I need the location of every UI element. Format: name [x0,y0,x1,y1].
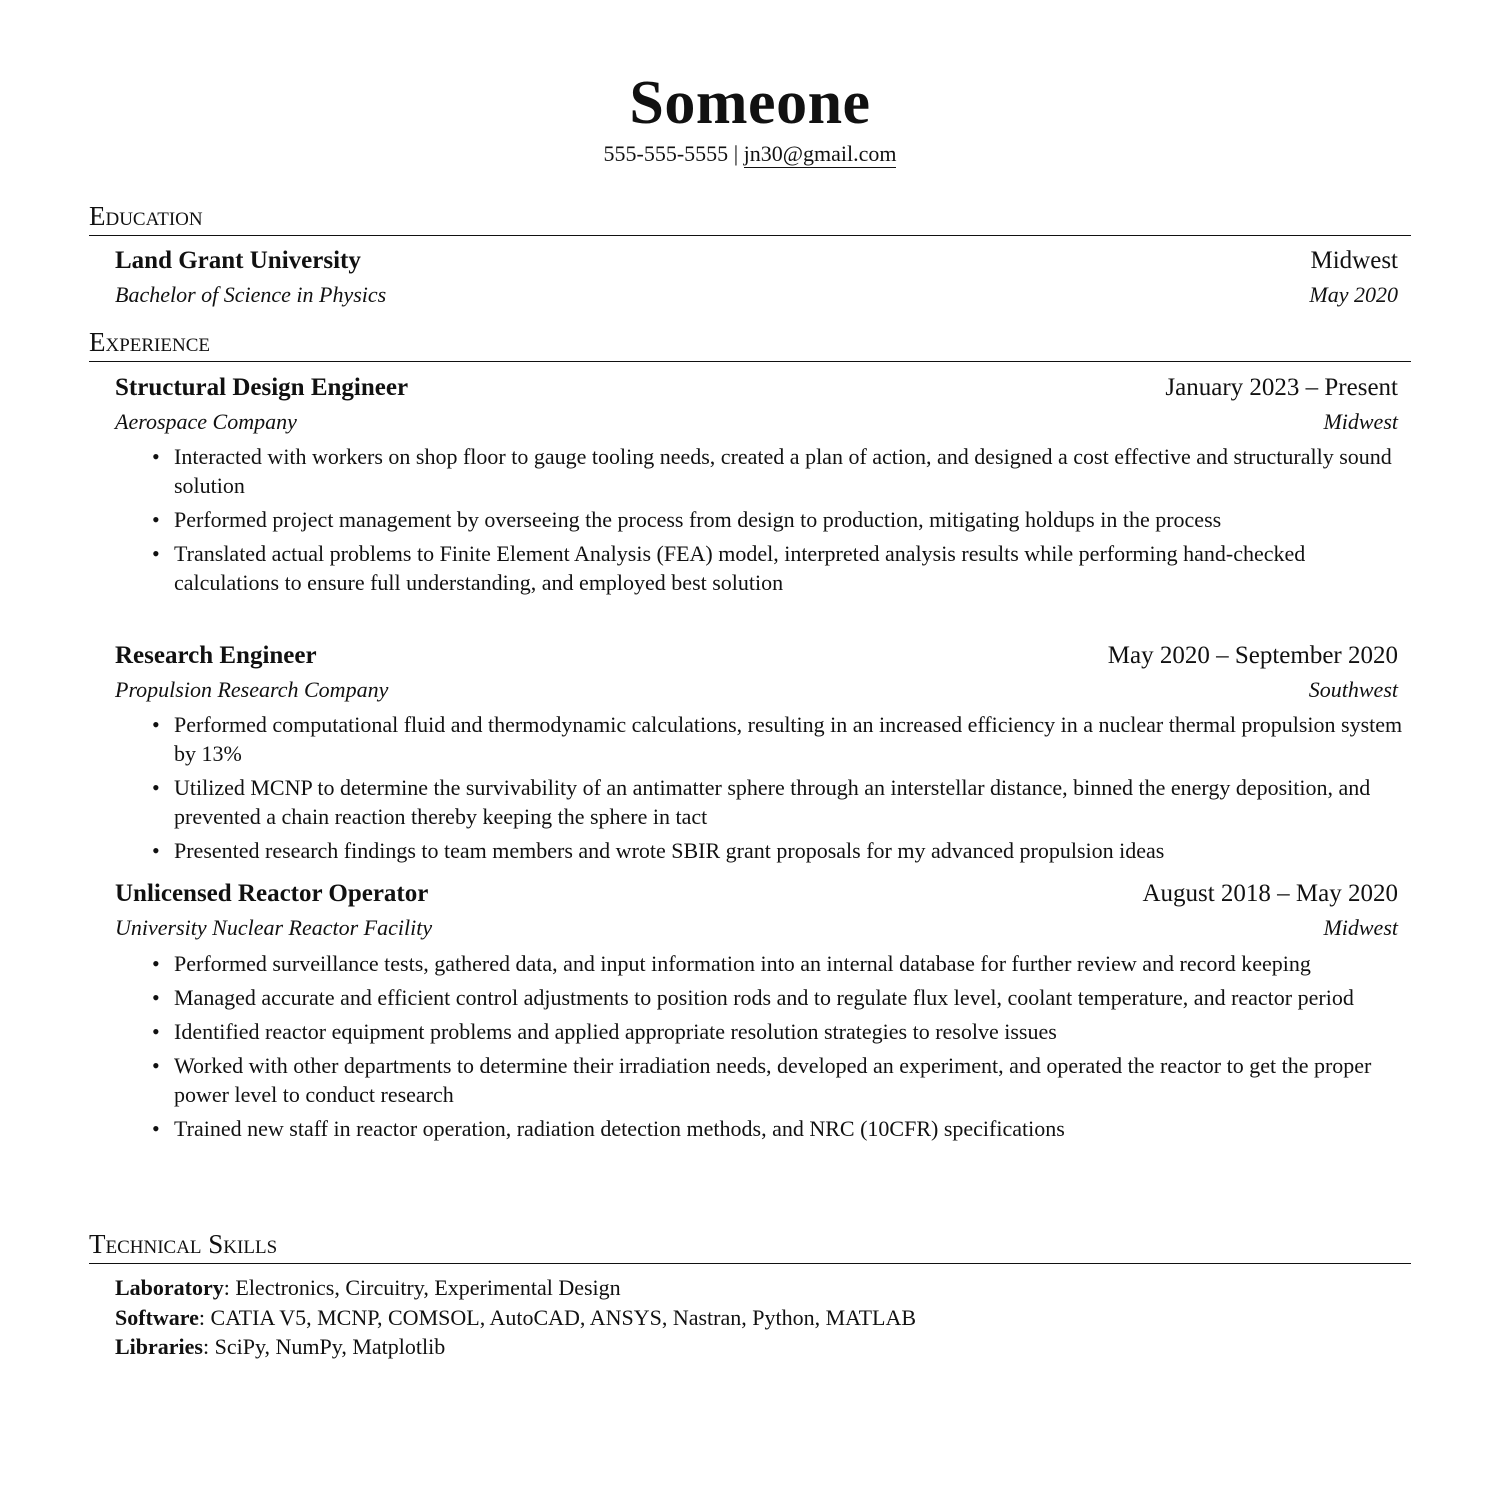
job-header-row [115,641,1398,671]
list-item: • Performed computational fluid and thermodynamic calculations, resulting in an increased efficiency in a nuclear thermal propulsion system by 13% [174,710,1414,768]
contact-separator: | [733,141,739,166]
education-detail-row [115,281,1398,309]
job-company-row [115,914,1398,942]
job-location: Midwest [1323,409,1398,434]
phone-number: 555-555-5555 [603,141,729,166]
email-link[interactable]: jn30@gmail.com [743,141,897,166]
school-name: Land Grant University [115,247,361,274]
list-item: • Performed surveillance tests, gathered data, and input information into an internal database for further review and record keeping [174,949,1414,978]
resume-name: Someone [629,69,871,137]
job-header-row [115,879,1398,909]
degree: Bachelor of Science in Physics [115,282,387,307]
job-dates: May 2020 – September 2020 [1107,642,1398,669]
job-company: Aerospace Company [115,409,297,434]
list-item: • Interacted with workers on shop floor to gauge tooling needs, created a plan of action, and designed a cost effective and structurally sound solution [174,442,1414,500]
list-item: • Identified reactor equipment problems and applied appropriate resolution strategies to resolve issues [174,1017,1414,1046]
job-company: University Nuclear Reactor Facility [115,915,433,940]
job-header-row [115,373,1398,403]
job-title: Unlicensed Reactor Operator [115,880,429,907]
list-item: • Performed project management by overseeing the process from design to production, mitigating holdups in the process [174,505,1414,534]
section-title-education: Education [89,200,1411,236]
job-bullets [174,710,1414,870]
section-title-experience: Experience [89,326,1411,362]
list-item: • Translated actual problems to Finite Element Analysis (FEA) model, interpreted analysis results while performing hand-checked calculations to ensure full understanding, and employed best solution [174,539,1414,597]
contact-line [89,140,1411,168]
graduation-date: May 2020 [1309,282,1398,307]
skill-value: : CATIA V5, MCNP, COMSOL, AutoCAD, ANSYS, Nastran, Python, MATLAB [198,1305,917,1330]
skill-line-libraries [115,1333,445,1361]
job-dates: August 2018 – May 2020 [1142,880,1398,907]
skill-label: Laboratory [115,1275,224,1300]
list-item: • Utilized MCNP to determine the survivability of an antimatter sphere through an interstellar distance, binned the energy deposition, and prevented a chain reaction thereby keeping the sphere in tact [174,773,1414,831]
section-title-skills: Technical Skills [89,1228,1411,1264]
job-company-row [115,676,1398,704]
job-company-row [115,408,1398,436]
education-header-row [115,246,1398,276]
skill-line-laboratory [115,1274,621,1302]
skill-label: Libraries [115,1334,203,1359]
list-item: • Trained new staff in reactor operation, radiation detection methods, and NRC (10CFR) specifications [174,1114,1414,1143]
job-location: Midwest [1323,915,1398,940]
school-location: Midwest [1310,247,1398,274]
job-bullets [174,949,1414,1148]
list-item: • Managed accurate and efficient control adjustments to position rods and to regulate flux level, coolant temperature, and reactor period [174,983,1414,1012]
job-dates: January 2023 – Present [1165,374,1398,401]
skill-value: : SciPy, NumPy, Matplotlib [203,1334,446,1359]
job-company: Propulsion Research Company [115,677,389,702]
job-location: Southwest [1308,677,1398,702]
list-item: • Worked with other departments to determine their irradiation needs, developed an experiment, and operated the reactor to get the proper power level to conduct research [174,1051,1414,1109]
job-bullets [174,442,1414,602]
job-title: Research Engineer [115,642,317,669]
list-item: • Presented research findings to team members and wrote SBIR grant proposals for my advanced propulsion ideas [174,836,1414,865]
skill-line-software [115,1304,916,1332]
job-title: Structural Design Engineer [115,374,409,401]
skill-value: : Electronics, Circuitry, Experimental Design [223,1275,621,1300]
skill-label: Software [115,1305,199,1330]
